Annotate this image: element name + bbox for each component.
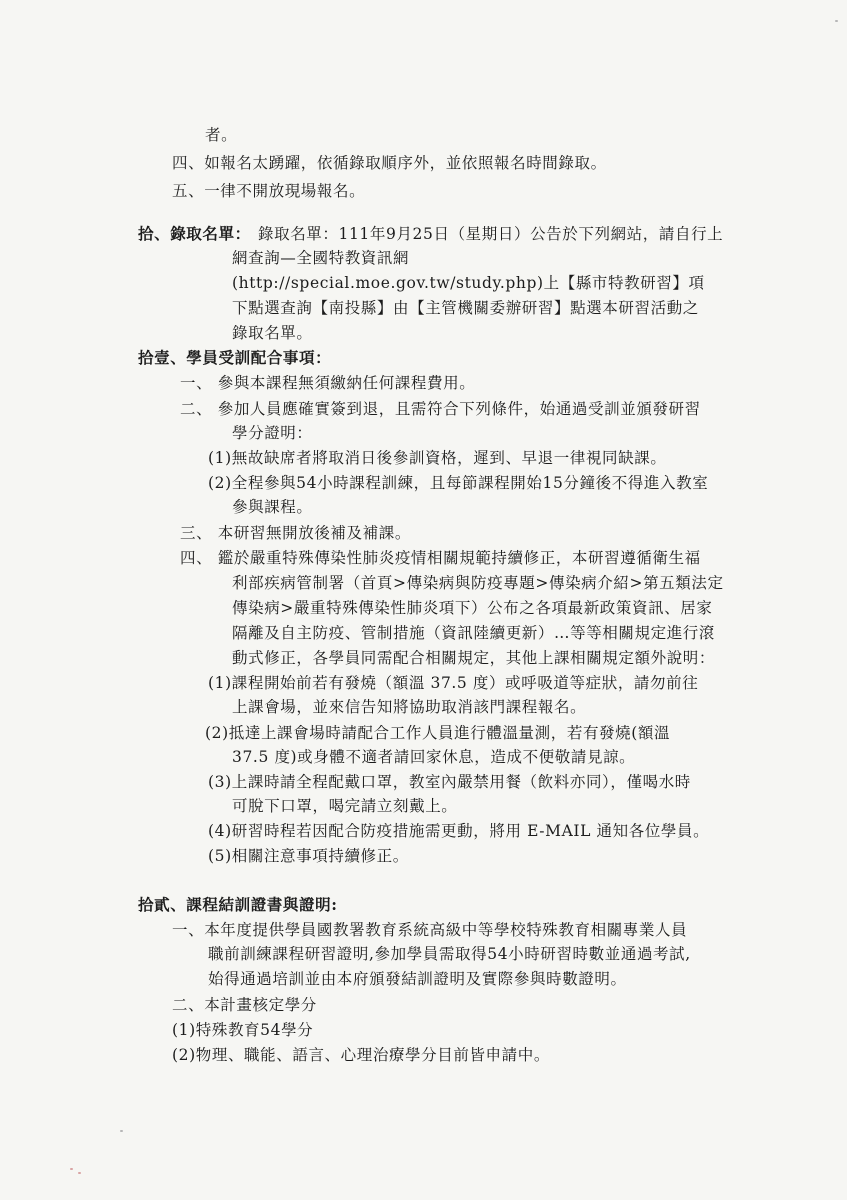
section-11-item-2-line-1: 二、 參加人員應確實簽到退，且需符合下列條件，始通過受訓並頒發研習 [180, 400, 701, 418]
section-11-sub-2-line-2: 37.5 度)或身體不適者請回家休息，造成不便敬請見諒。 [232, 748, 636, 766]
scan-speck [78, 1172, 81, 1174]
section-10-line-3: (http://special.moe.gov.tw/study.php)上【縣市特教研習】項 [232, 274, 705, 292]
section-11-item-4-line-4: 隔離及自主防疫、管制措施（資訊陸續更新）…等等相關規定進行滾 [232, 624, 716, 642]
section-11-sub-1-line-2: 上課會場，並來信告知將協助取消該門課程報名。 [232, 698, 587, 716]
scan-speck [70, 1168, 73, 1170]
section-12-item-2: 二、本計畫核定學分 [172, 996, 317, 1014]
section-10-heading: 拾、錄取名單： [138, 224, 251, 243]
section-10-line-1: 錄取名單：111年9月25日（星期日）公告於下列網站，請自行上 [258, 225, 724, 243]
section-11-item-3: 三、 本研習無開放後補及補課。 [180, 524, 411, 542]
section-11-item-2-sub-2-line-2: 參與課程。 [232, 498, 313, 516]
section-10-line-5: 錄取名單。 [232, 324, 313, 342]
section-12-item-1-line-1: 一、本年度提供學員國教署教育系統高級中等學校特殊教育相關專業人員 [172, 921, 688, 939]
section-11-sub-3-line-2: 可脫下口罩，喝完請立刻戴上。 [232, 797, 458, 815]
section-11-item-2-sub-2-line-1: (2)全程參與54小時課程訓練，且每節課程開始15分鐘後不得進入教室 [208, 474, 709, 492]
section-11-sub-4: (4)研習時程若因配合防疫措施需更動，將用 E-MAIL 通知各位學員。 [208, 822, 710, 840]
carryover-item-4: 四、如報名太踴躍，依循錄取順序外，並依照報名時間錄取。 [172, 154, 607, 172]
carryover-line-end: 者。 [205, 126, 238, 144]
section-12-item-1-line-2: 職前訓練課程研習證明,參加學員需取得54小時研習時數並通過考試, [208, 945, 691, 963]
section-11-sub-3-line-1: (3)上課時請全程配戴口罩，教室內嚴禁用餐（飲料亦同），僅喝水時 [208, 773, 691, 791]
section-12-credit-1: (1)特殊教育54學分 [172, 1021, 314, 1039]
section-11-sub-5: (5)相關注意事項持續修正。 [208, 847, 409, 865]
scan-speck [120, 1130, 123, 1132]
section-11-item-2-sub-1: (1)無故缺席者將取消日後參訓資格，遲到、早退一律視同缺課。 [208, 449, 667, 467]
carryover-item-5: 五、一律不開放現場報名。 [172, 182, 366, 200]
section-11-heading: 拾壹、學員受訓配合事項： [138, 348, 332, 367]
section-12-credit-2: (2)物理、職能、語言、心理治療學分目前皆申請中。 [172, 1046, 550, 1064]
section-11-item-4-line-3: 傳染病>嚴重特殊傳染性肺炎項下）公布之各項最新政策資訊、居家 [232, 599, 713, 617]
section-11-item-4-line-1: 四、 鑑於嚴重特殊傳染性肺炎疫情相關規範持續修正，本研習遵循衛生福 [180, 549, 701, 567]
section-11-item-2-line-2: 學分證明： [232, 424, 313, 442]
section-11-sub-2-line-1: (2)抵達上課會場時請配合工作人員進行體溫量測，若有發燒(額溫 [205, 724, 671, 742]
section-11-item-4-line-2: 利部疾病管制署（首頁>傳染病與防疫專題>傳染病介紹>第五類法定 [232, 574, 724, 592]
section-11-item-1: 一、 參與本課程無須繳納任何課程費用。 [180, 374, 476, 392]
section-12-heading: 拾貳、課程結訓證書與證明: [138, 895, 338, 914]
section-10-line-2: 網查詢—全國特教資訊網 [232, 249, 410, 267]
scan-speck [835, 20, 838, 22]
section-11-sub-1-line-1: (1)課程開始前若有發燒（額溫 37.5 度）或呼吸道等症狀，請勿前往 [208, 674, 699, 692]
section-12-item-1-line-3: 始得通過培訓並由本府頒發結訓證明及實際參與時數證明。 [208, 970, 627, 988]
section-10-line-4: 下點選查詢【南投縣】由【主管機關委辦研習】點選本研習活動之 [232, 299, 699, 317]
section-11-item-4-line-5: 動式修正，各學員同需配合相關規定，其他上課相關規定額外說明： [232, 649, 716, 667]
